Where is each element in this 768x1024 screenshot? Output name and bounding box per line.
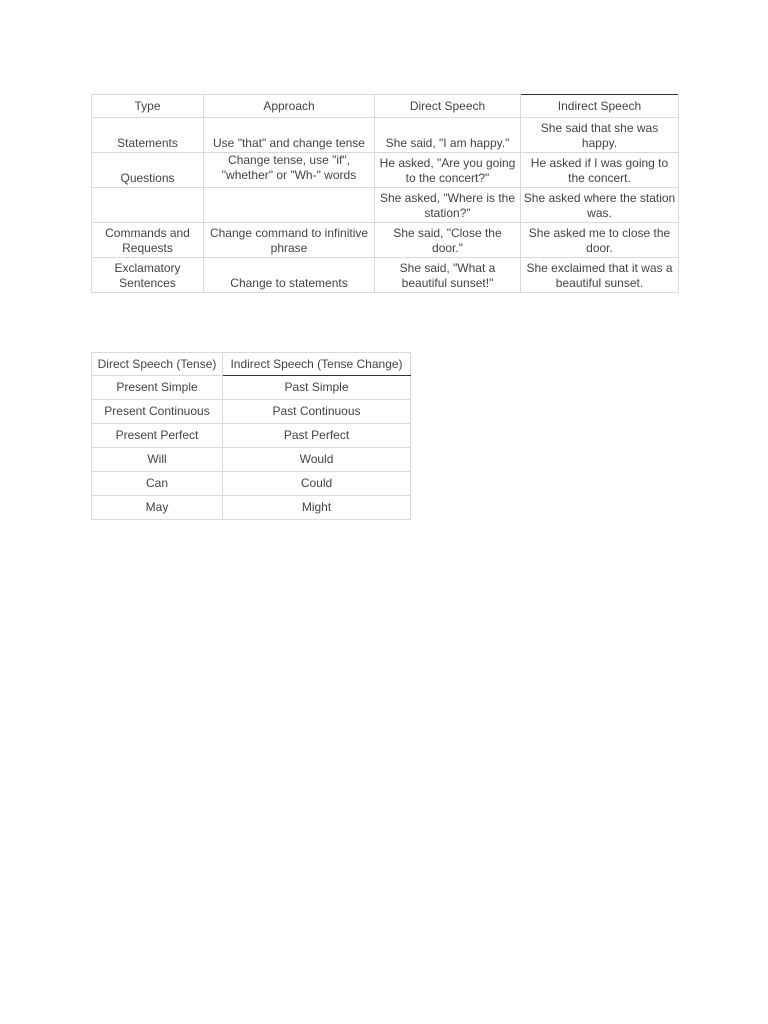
table-cell: Commands and Requests [92,223,204,258]
table-cell: She said, "Close the door." [375,223,521,258]
table-row [92,258,679,293]
table-cell: Change command to infinitive phrase [204,223,375,258]
table-cell: Change to statements [204,258,375,293]
speech-conversion-table [91,94,679,293]
table-cell: Will [92,448,223,472]
table-cell: She asked me to close the door. [521,223,679,258]
table-header-row [92,353,411,376]
table-cell: He asked, "Are you going to the concert?" [375,153,521,188]
table-cell: Exclamatory Sentences [92,258,204,293]
header-cell-indirect-speech: Indirect Speech [521,95,679,118]
table-header-row [92,95,679,118]
header-cell-indirect-tense: Indirect Speech (Tense Change) [223,353,411,376]
table-row [92,223,679,258]
table-cell: She asked where the station was. [521,188,679,223]
table-cell: He asked if I was going to the concert. [521,153,679,188]
header-cell-direct-speech: Direct Speech [375,95,521,118]
table-cell [204,188,375,223]
table-row [92,376,411,400]
table-cell: Present Simple [92,376,223,400]
table-cell: Change tense, use "if", "whether" or "Wh-" words [204,153,375,188]
table-row [92,188,679,223]
table-cell: Might [223,496,411,520]
header-cell-direct-tense: Direct Speech (Tense) [92,353,223,376]
table-cell: Could [223,472,411,496]
table-cell: Questions [92,153,204,188]
table-row [92,118,679,153]
table-row [92,496,411,520]
table-cell: Can [92,472,223,496]
table-cell: Use "that" and change tense [204,118,375,153]
table-cell: Past Perfect [223,424,411,448]
header-cell-type: Type [92,95,204,118]
table-cell: She said that she was happy. [521,118,679,153]
header-cell-approach: Approach [204,95,375,118]
table-cell: She exclaimed that it was a beautiful sunset. [521,258,679,293]
table-row [92,400,411,424]
table-cell: Past Simple [223,376,411,400]
table-cell: She said, "I am happy." [375,118,521,153]
table-row [92,153,679,188]
table-row [92,424,411,448]
table-cell: May [92,496,223,520]
table-cell: Present Continuous [92,400,223,424]
table-cell: Past Continuous [223,400,411,424]
table-cell: She said, "What a beautiful sunset!" [375,258,521,293]
table-cell: Statements [92,118,204,153]
table-cell: She asked, "Where is the station?" [375,188,521,223]
table-cell: Present Perfect [92,424,223,448]
table-row [92,448,411,472]
table-cell: Would [223,448,411,472]
table-row [92,472,411,496]
table-cell [92,188,204,223]
tense-change-table [91,352,411,520]
